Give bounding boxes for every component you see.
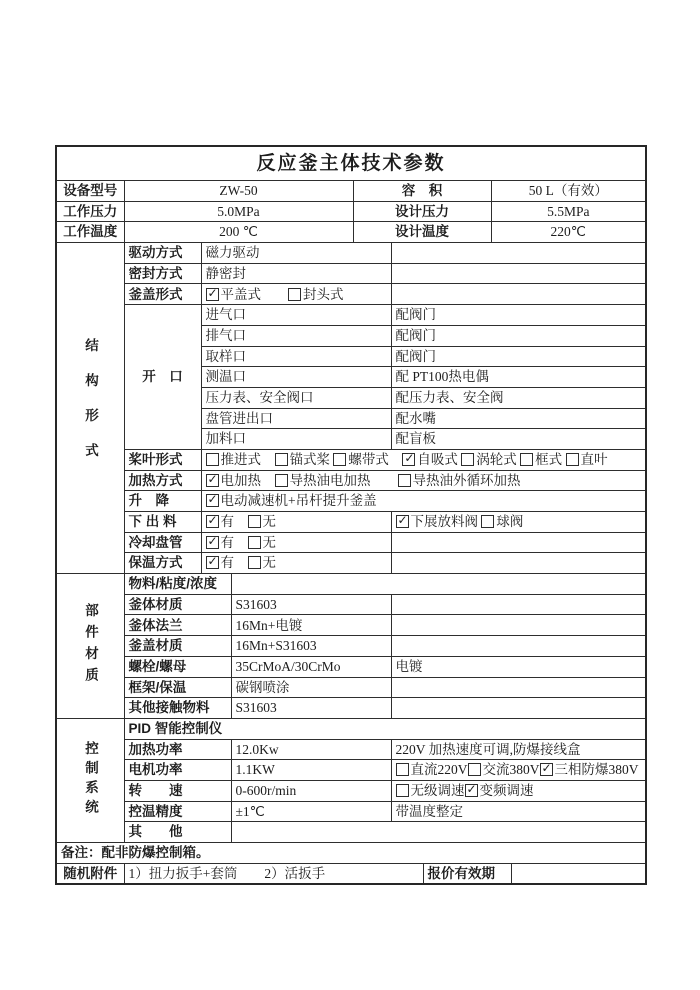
device-model-value: ZW-50 — [124, 181, 353, 202]
lift-mode-value: ✓ 电动减速机+吊杆提升釜盖 — [201, 491, 646, 512]
checked-checkbox-icon: ✓ — [207, 513, 218, 528]
port-name: 进气口 — [201, 305, 391, 326]
seal-mode-extra — [391, 263, 646, 284]
table-row — [56, 512, 646, 533]
port-name: 加料口 — [201, 429, 391, 450]
unchecked-checkbox-icon — [206, 453, 219, 466]
insulation-value: ✓ 有 无 — [201, 553, 391, 574]
port-fitting: 配阀门 — [391, 346, 646, 367]
table-row — [56, 636, 646, 657]
design-pressure-label: 设计压力 — [353, 201, 491, 222]
port-name: 测温口 — [201, 367, 391, 388]
table-row — [56, 449, 646, 470]
material-row-label: 釜体法兰 — [124, 615, 231, 636]
table-row — [56, 760, 646, 781]
device-model-label: 设备型号 — [56, 181, 124, 202]
heating-mode-value: ✓ 电加热 导热油电加热 导热油外循环加热 — [201, 470, 646, 491]
material-row-value — [231, 574, 646, 595]
table-row — [56, 698, 646, 719]
seal-mode-label: 密封方式 — [124, 263, 201, 284]
volume-value: 50 L（有效） — [491, 181, 646, 202]
unchecked-checkbox-icon — [396, 763, 409, 776]
material-row-extra — [391, 594, 646, 615]
design-temp-value: 220℃ — [491, 222, 646, 243]
checked-checkbox-icon: ✓ — [397, 513, 408, 528]
bottom-discharge-valve: ✓ 下展放料阀 球阀 — [391, 512, 646, 533]
unchecked-checkbox-icon — [248, 536, 261, 549]
table-row — [56, 201, 646, 222]
drive-mode-value: 磁力驱动 — [201, 243, 391, 264]
accessories-value: 1）扭力扳手+套筒 2）活扳手 — [124, 863, 423, 884]
material-row-extra: 电镀 — [391, 656, 646, 677]
control-row-extra: 带温度整定 — [391, 801, 646, 822]
cooling-coil-value: ✓ 有 无 — [201, 532, 391, 553]
checked-checkbox-icon: ✓ — [404, 451, 415, 466]
material-row-label: 螺栓/螺母 — [124, 656, 231, 677]
port-fitting: 配阀门 — [391, 325, 646, 346]
port-fitting: 配阀门 — [391, 305, 646, 326]
drive-mode-extra — [391, 243, 646, 264]
working-pressure-value: 5.0MPa — [124, 201, 353, 222]
port-fitting: 配 PT100热电偶 — [391, 367, 646, 388]
doc-title: 反应釜主体技术参数 — [56, 146, 646, 181]
checked-checkbox-icon: ✓ — [466, 782, 477, 797]
table-row — [56, 843, 646, 864]
unchecked-checkbox-icon — [481, 515, 494, 528]
lid-type-label: 釜盖形式 — [124, 284, 201, 305]
control-row-value — [231, 822, 646, 843]
insulation-label: 保温方式 — [124, 553, 201, 574]
control-row-extra: 无级调速 ✓ 变频调速 — [391, 780, 646, 801]
table-row — [56, 739, 646, 760]
seal-mode-value: 静密封 — [201, 263, 391, 284]
table-row — [56, 284, 646, 305]
table-row — [56, 718, 646, 739]
table-row — [56, 615, 646, 636]
table-row — [56, 491, 646, 512]
unchecked-checkbox-icon — [288, 288, 301, 301]
material-row-label: 釜体材质 — [124, 594, 231, 615]
control-row-label: 电机功率 — [124, 760, 231, 781]
paddle-type-value: 推进式 锚式桨 螺带式 ✓ 自吸式 涡轮式 框式 直叶 — [201, 449, 646, 470]
material-row-value: 16Mn+电镀 — [231, 615, 391, 636]
section-control: 控制系统 — [56, 718, 124, 842]
control-row-value: ±1℃ — [231, 801, 391, 822]
quote-validity-label: 报价有效期 — [423, 863, 511, 884]
open-ports-label: 开 口 — [124, 305, 201, 450]
checked-checkbox-icon: ✓ — [207, 533, 218, 548]
control-row-label: 控温精度 — [124, 801, 231, 822]
volume-label: 容 积 — [353, 181, 491, 202]
table-row — [56, 574, 646, 595]
lift-mode-label: 升 降 — [124, 491, 201, 512]
table-row — [56, 181, 646, 202]
port-name: 压力表、安全阀口 — [201, 387, 391, 408]
table-row — [56, 594, 646, 615]
working-pressure-label: 工作压力 — [56, 201, 124, 222]
control-row-value: 1.1KW — [231, 760, 391, 781]
spec-table — [55, 145, 647, 885]
section-structure: 结构形式 — [56, 243, 124, 574]
control-row-label: 加热功率 — [124, 739, 231, 760]
unchecked-checkbox-icon — [275, 474, 288, 487]
material-row-value: S31603 — [231, 594, 391, 615]
material-row-label: 物料/粘度/浓度 — [124, 574, 231, 595]
paddle-type-label: 桨叶形式 — [124, 449, 201, 470]
control-row-extra: 220V 加热速度可调,防爆接线盒 — [391, 739, 646, 760]
control-row-value: 0-600r/min — [231, 780, 391, 801]
table-row — [56, 553, 646, 574]
table-row — [56, 305, 646, 326]
heating-mode-label: 加热方式 — [124, 470, 201, 491]
design-temp-label: 设计温度 — [353, 222, 491, 243]
port-name: 排气口 — [201, 325, 391, 346]
material-row-value: S31603 — [231, 698, 391, 719]
table-row — [56, 222, 646, 243]
table-row — [56, 532, 646, 553]
table-row — [56, 656, 646, 677]
control-row-extra: 直流220V 交流380V ✓ 三相防爆380V — [391, 760, 646, 781]
checked-checkbox-icon: ✓ — [207, 285, 218, 300]
cooling-coil-extra — [391, 532, 646, 553]
accessories-label: 随机附件 — [56, 863, 124, 884]
lid-type-extra — [391, 284, 646, 305]
cooling-coil-label: 冷却盘管 — [124, 532, 201, 553]
material-row-label: 其他接触物料 — [124, 698, 231, 719]
table-row — [56, 677, 646, 698]
unchecked-checkbox-icon — [248, 515, 261, 528]
material-row-extra — [391, 677, 646, 698]
checked-checkbox-icon: ✓ — [541, 761, 552, 776]
unchecked-checkbox-icon — [398, 474, 411, 487]
insulation-extra — [391, 553, 646, 574]
drive-mode-label: 驱动方式 — [124, 243, 201, 264]
unchecked-checkbox-icon — [461, 453, 474, 466]
material-row-value: 35CrMoA/30CrMo — [231, 656, 391, 677]
unchecked-checkbox-icon — [275, 453, 288, 466]
table-row — [56, 263, 646, 284]
table-row — [56, 801, 646, 822]
material-row-label: 釜盖材质 — [124, 636, 231, 657]
port-name: 盘管进出口 — [201, 408, 391, 429]
unchecked-checkbox-icon — [566, 453, 579, 466]
port-name: 取样口 — [201, 346, 391, 367]
control-row-label: 其 他 — [124, 822, 231, 843]
unchecked-checkbox-icon — [396, 784, 409, 797]
checked-checkbox-icon: ✓ — [207, 554, 218, 569]
material-row-value: 碳钢喷涂 — [231, 677, 391, 698]
pid-controller: PID 智能控制仪 — [124, 718, 646, 739]
working-temp-value: 200 ℃ — [124, 222, 353, 243]
quote-validity-value — [511, 863, 646, 884]
checked-checkbox-icon: ✓ — [207, 492, 218, 507]
unchecked-checkbox-icon — [468, 763, 481, 776]
lid-type-value: ✓ 平盖式 封头式 — [201, 284, 391, 305]
unchecked-checkbox-icon — [520, 453, 533, 466]
bottom-discharge-value: ✓ 有 无 — [201, 512, 391, 533]
material-row-value: 16Mn+S31603 — [231, 636, 391, 657]
table-row — [56, 243, 646, 264]
checked-checkbox-icon: ✓ — [207, 471, 218, 486]
table-row — [56, 470, 646, 491]
section-materials: 部件材质 — [56, 574, 124, 719]
control-row-value: 12.0Kw — [231, 739, 391, 760]
material-row-extra — [391, 698, 646, 719]
design-pressure-value: 5.5MPa — [491, 201, 646, 222]
control-row-label: 转 速 — [124, 780, 231, 801]
material-row-label: 框架/保温 — [124, 677, 231, 698]
unchecked-checkbox-icon — [248, 556, 261, 569]
table-row — [56, 863, 646, 884]
bottom-discharge-label: 下 出 料 — [124, 512, 201, 533]
working-temp-label: 工作温度 — [56, 222, 124, 243]
material-row-extra — [391, 636, 646, 657]
port-fitting: 配压力表、安全阀 — [391, 387, 646, 408]
note-row: 备注：配非防爆控制箱。 — [56, 843, 646, 864]
port-fitting: 配盲板 — [391, 429, 646, 450]
table-row — [56, 780, 646, 801]
material-row-extra — [391, 615, 646, 636]
unchecked-checkbox-icon — [333, 453, 346, 466]
port-fitting: 配水嘴 — [391, 408, 646, 429]
table-row — [56, 822, 646, 843]
